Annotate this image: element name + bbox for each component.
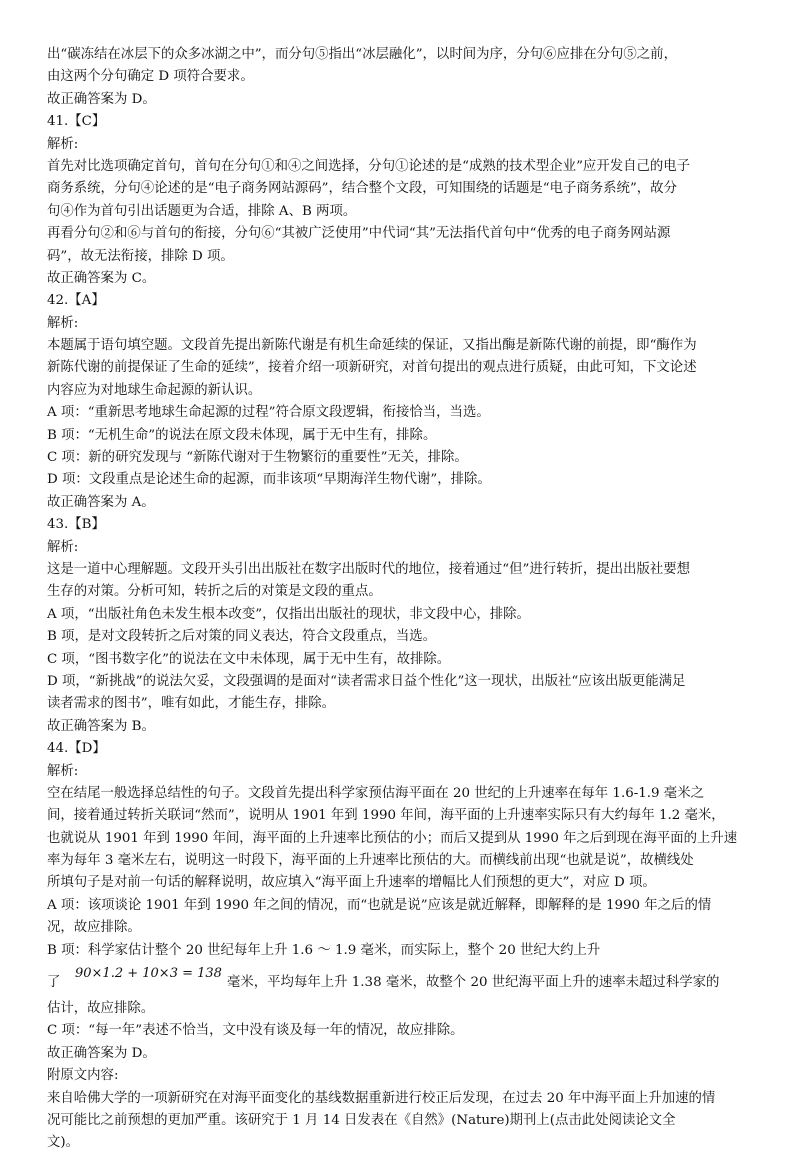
document-page xyxy=(47,44,759,1155)
text-line: B 项：“无机生命”的说法在原文段未体现，属于无中生有，排除。 xyxy=(47,427,437,443)
text-line: A 项：“重新思考地球生命起源的过程”符合原文段逻辑，衔接恰当，当选。 xyxy=(47,405,490,421)
text-line: 首先对比选项确定首句，首句在分句①和④之间选择，分句①论述的是“成熟的技术型企业”应开发自己的电子 xyxy=(47,158,691,174)
text-line: 间，接着通过转折关联词“然而”，说明从 1901 年到 1990 年间，海平面的上升速率实际只有大约每年 1.2 毫米， xyxy=(47,808,725,824)
text-line: 这是一道中心理解题。文段开头引出出版社在数字出版时代的地位，接着通过“但”进行转折，提出出版社要想 xyxy=(47,561,691,577)
text-line: 也就说从 1901 年到 1990 年间，海平面的上升速率比预估的小；而后又提到从 1990 年之后到现在海平面的上升速 xyxy=(47,830,738,846)
text-line: 43.【B】 xyxy=(47,517,105,533)
text-line: 故正确答案为 C。 xyxy=(47,270,156,286)
text-line: 出“碳冻结在冰层下的众多冰湖之中”，而分句⑤指出“冰层融化”，以时间为序，分句⑥应排在分句⑤之前， xyxy=(47,47,677,62)
text-line: 文)。 xyxy=(47,1135,80,1151)
text-line: D 项，“新挑战”的说法欠妥，文段强调的是面对“读者需求日益个性化”这一现状，出版社“应该出版更能满足 xyxy=(47,673,686,689)
text-line: 41.【C】 xyxy=(47,114,106,130)
text-line: 再看分句②和⑥与首句的衔接，分句⑥“其被广泛使用”中代词“其”无法指代首句中“优秀的电子商务网站源 xyxy=(47,226,671,242)
text-line: 本题属于语句填空题。文段首先提出新陈代谢是有机生命延续的保证，又指出酶是新陈代谢的前提，即“酶作为 xyxy=(47,338,697,354)
text-line: 估计，故应排除。 xyxy=(47,1001,155,1017)
text-block-main xyxy=(47,44,759,962)
formula-line xyxy=(47,962,759,998)
text-block-tail xyxy=(47,998,759,1155)
text-line: 44.【D】 xyxy=(47,741,106,757)
text-line: 解析: xyxy=(47,136,79,152)
math-formula: 90×1.2 + 10×3 = 138 xyxy=(75,966,222,982)
text-line: 新陈代谢的前提保证了生命的延续”，接着介绍一项新研究，对首句提出的观点进行质疑，由此可知，下文论述 xyxy=(47,360,697,376)
text-line: D 项：文段重点是论述生命的起源，而非该项“早期海洋生物代谢”，排除。 xyxy=(47,472,491,488)
text-line: 况可能比之前预想的更加严重。该研究于 1 月 14 日发表在《自然》(Nature)期刊上(点击此处阅读论文全 xyxy=(47,1112,676,1128)
text-line: 内容应为对地球生命起源的新认识。 xyxy=(47,382,262,398)
text-line: 故正确答案为 B。 xyxy=(47,718,155,734)
text-line: 解析: xyxy=(47,539,79,555)
text-line: 读者需求的图书”，唯有如此，才能生存，排除。 xyxy=(47,696,336,712)
text-line: 况，故应排除。 xyxy=(47,920,141,936)
text-line: 码”，故无法衔接，排除 D 项。 xyxy=(47,248,234,264)
text-line: 商务系统，分句④论述的是“电子商务网站源码”，结合整个文段，可知围绕的话题是“电子商务系统”，故分 xyxy=(47,181,677,197)
text-line: C 项：新的研究发现与 “新陈代谢对于生物繁衍的重要性”无关，排除。 xyxy=(47,450,468,466)
text-line: 句④作为首句引出话题更为合适，排除 A、B 两项。 xyxy=(47,203,357,219)
text-line: 空在结尾一般选择总结性的句子。文段首先提出科学家预估海平面在 20 世纪的上升速率在每年 1.6-1.9 毫米之 xyxy=(47,785,704,801)
text-line: A 项，“出版社角色未发生根本改变”，仅指出出版社的现状，非文段中心，排除。 xyxy=(47,606,530,622)
text-line: B 项：科学家估计整个 20 世纪每年上升 1.6 ～ 1.9 毫米，而实际上，整个 20 世纪大约上升 xyxy=(47,942,601,958)
text-line: C 项，“图书数字化”的说法在文中未体现，属于无中生有，故排除。 xyxy=(47,651,451,667)
text-line: B 项，是对文段转折之后对策的同义表达，符合文段重点，当选。 xyxy=(47,629,437,645)
text-line: A 项：该项谈论 1901 年到 1990 年之间的情况，而“也就是说”应该是就近解释，即解释的是 1990 年之后的情 xyxy=(47,897,712,913)
text-line: 故正确答案为 D。 xyxy=(47,1045,156,1061)
text-line: C 项：“每一年”表述不恰当，文中没有谈及每一年的情况，故应排除。 xyxy=(47,1023,464,1039)
text-line: 生存的对策。分析可知，转折之后的对策是文段的重点。 xyxy=(47,584,382,600)
text-line: 故正确答案为 D。 xyxy=(47,91,156,107)
text-line: 解析: xyxy=(47,315,79,331)
text-line: 解析: xyxy=(47,763,79,779)
text-line: 42.【A】 xyxy=(47,293,105,309)
formula-lead-text: 了 xyxy=(47,975,61,991)
text-line: 由这两个分句确定 D 项符合要求。 xyxy=(47,69,254,85)
text-line: 所填句子是对前一句话的解释说明，故应填入“海平面上升速率的增幅比人们预想的更大”，对应 D 项。 xyxy=(47,875,656,891)
text-line: 率为每年 3 毫米左右，说明这一时段下，海平面的上升速率比预估的大。而横线前出现“也就是说”，故横线处 xyxy=(47,853,694,869)
text-line: 故正确答案为 A。 xyxy=(47,494,155,510)
text-line: 来自哈佛大学的一项新研究在对海平面变化的基线数据重新进行校正后发现，在过去 20 年中海平面上升加速的情 xyxy=(47,1090,716,1106)
text-line: 附原文内容: xyxy=(47,1068,119,1084)
formula-trailing-text: 毫米，平均每年上升 1.38 毫米，故整个 20 世纪海平面上升的速率未超过科学家的 xyxy=(227,975,720,991)
